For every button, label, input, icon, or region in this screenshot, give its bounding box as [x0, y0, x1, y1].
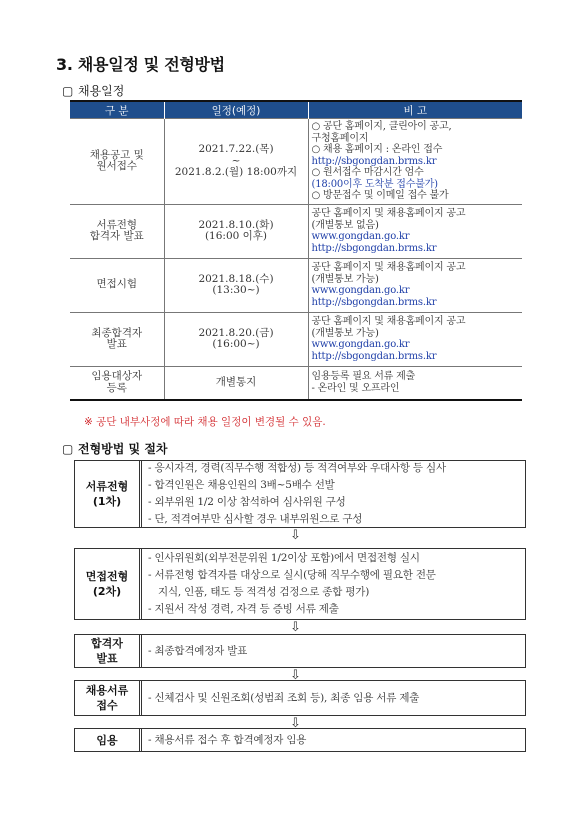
process-step: [74, 728, 526, 752]
cell-schedule: 2021.8.20.(금) (16:00~): [164, 312, 308, 366]
schedule-change-warning: ※ 공단 내부사정에 따라 채용 일정이 변경될 수 있음.: [84, 416, 326, 428]
section-heading: 3. 채용일정 및 전형방법: [56, 55, 225, 74]
cell-remarks: 공단 홈페이지 및 채용홈페이지 공고 (개별통보 가능) www.gongdan.go.kr http://sbgongdan.brms.kr: [308, 258, 522, 312]
step-label: 합격자 발표: [75, 635, 142, 667]
step-description: - 최종합격예정자 발표: [148, 644, 248, 657]
process-step: [74, 680, 526, 716]
table-row: [70, 366, 522, 400]
cell-schedule: 2021.8.10.(화) (16:00 이후): [164, 204, 308, 258]
down-arrow-icon: ⇩: [290, 716, 301, 731]
cell-category: 서류전형 합격자 발표: [70, 204, 164, 258]
process-step: [74, 548, 526, 620]
subsection-process-title: ▢ 전형방법 및 절차: [62, 442, 168, 456]
step-description: - 인사위원회(외부전문위원 1/2이상 포함)에서 면접전형 실시 - 서류전형 합격자를 대상으로 실시(당해 직무수행에 필요한 전문 지식, 인품, 태도 등 적격성 검정으로 종합 평가) - 지원서 작성 경력, 자격 등 증빙 서류 제출: [148, 552, 436, 615]
header-category: 구 분: [70, 101, 164, 119]
cell-category: 채용공고 및 원서접수: [70, 119, 164, 205]
checkbox-square-icon: ▢: [62, 442, 74, 456]
header-schedule: 일정(예정): [164, 101, 308, 119]
process-step: [74, 460, 526, 528]
down-arrow-icon: ⇩: [290, 668, 301, 683]
down-arrow-icon: ⇩: [290, 620, 301, 635]
schedule-table: [70, 100, 522, 401]
header-remarks: 비 고: [308, 101, 522, 119]
step-description: - 응시자격, 경력(직무수행 적합성) 등 적격여부와 우대사항 등 심사 - 합격인원은 채용인원의 3배~5배수 선발 - 외부위원 1/2 이상 참석하여 심사위원 구성 - 단, 적격여부만 심사할 경우 내부위원으로 구성: [148, 462, 446, 525]
step-label: 서류전형 (1차): [75, 461, 142, 527]
step-label: 채용서류 접수: [75, 681, 142, 715]
step-description: - 신체검사 및 신원조회(성범죄 조회 등), 최종 임용 서류 제출: [148, 691, 420, 704]
checkbox-square-icon: ▢: [62, 84, 74, 98]
cell-schedule: 2021.7.22.(목) ~ 2021.8.2.(월) 18:00까지: [164, 119, 308, 205]
cell-schedule: 개별통지: [164, 366, 308, 400]
cell-category: 임용대상자 등록: [70, 366, 164, 400]
table-row: [70, 119, 522, 205]
cell-category: 최종합격자 발표: [70, 312, 164, 366]
step-description: - 채용서류 접수 후 합격예정자 임용: [148, 733, 307, 746]
cell-remarks: 공단 홈페이지 및 채용홈페이지 공고 (개별통보 가능) www.gongdan.go.kr http://sbgongdan.brms.kr: [308, 312, 522, 366]
table-row: [70, 258, 522, 312]
cell-schedule: 2021.8.18.(수) (13:30~): [164, 258, 308, 312]
cell-remarks: ○ 공단 홈페이지, 클린아이 공고, 구청홈페이지 ○ 채용 홈페이지 : 온라인 접수 http://sbgongdan.brms.kr ○ 원서접수 마감시간 엄수 (18:00이후 도착분 접수불가) ○ 방문접수 및 이메일 접수 불가: [308, 119, 522, 205]
table-header-row: [70, 101, 522, 119]
step-label: 임용: [75, 729, 142, 751]
table-row: [70, 204, 522, 258]
step-label: 면접전형 (2차): [75, 549, 142, 619]
cell-category: 면접시험: [70, 258, 164, 312]
cell-remarks: 임용등록 필요 서류 제출 - 온라인 및 오프라인: [308, 366, 522, 400]
process-step: [74, 634, 526, 668]
subsection-schedule-title: ▢ 채용일정: [62, 84, 125, 98]
cell-remarks: 공단 홈페이지 및 채용홈페이지 공고 (개별통보 없음) www.gongdan.go.kr http://sbgongdan.brms.kr: [308, 204, 522, 258]
table-row: [70, 312, 522, 366]
down-arrow-icon: ⇩: [290, 528, 301, 543]
